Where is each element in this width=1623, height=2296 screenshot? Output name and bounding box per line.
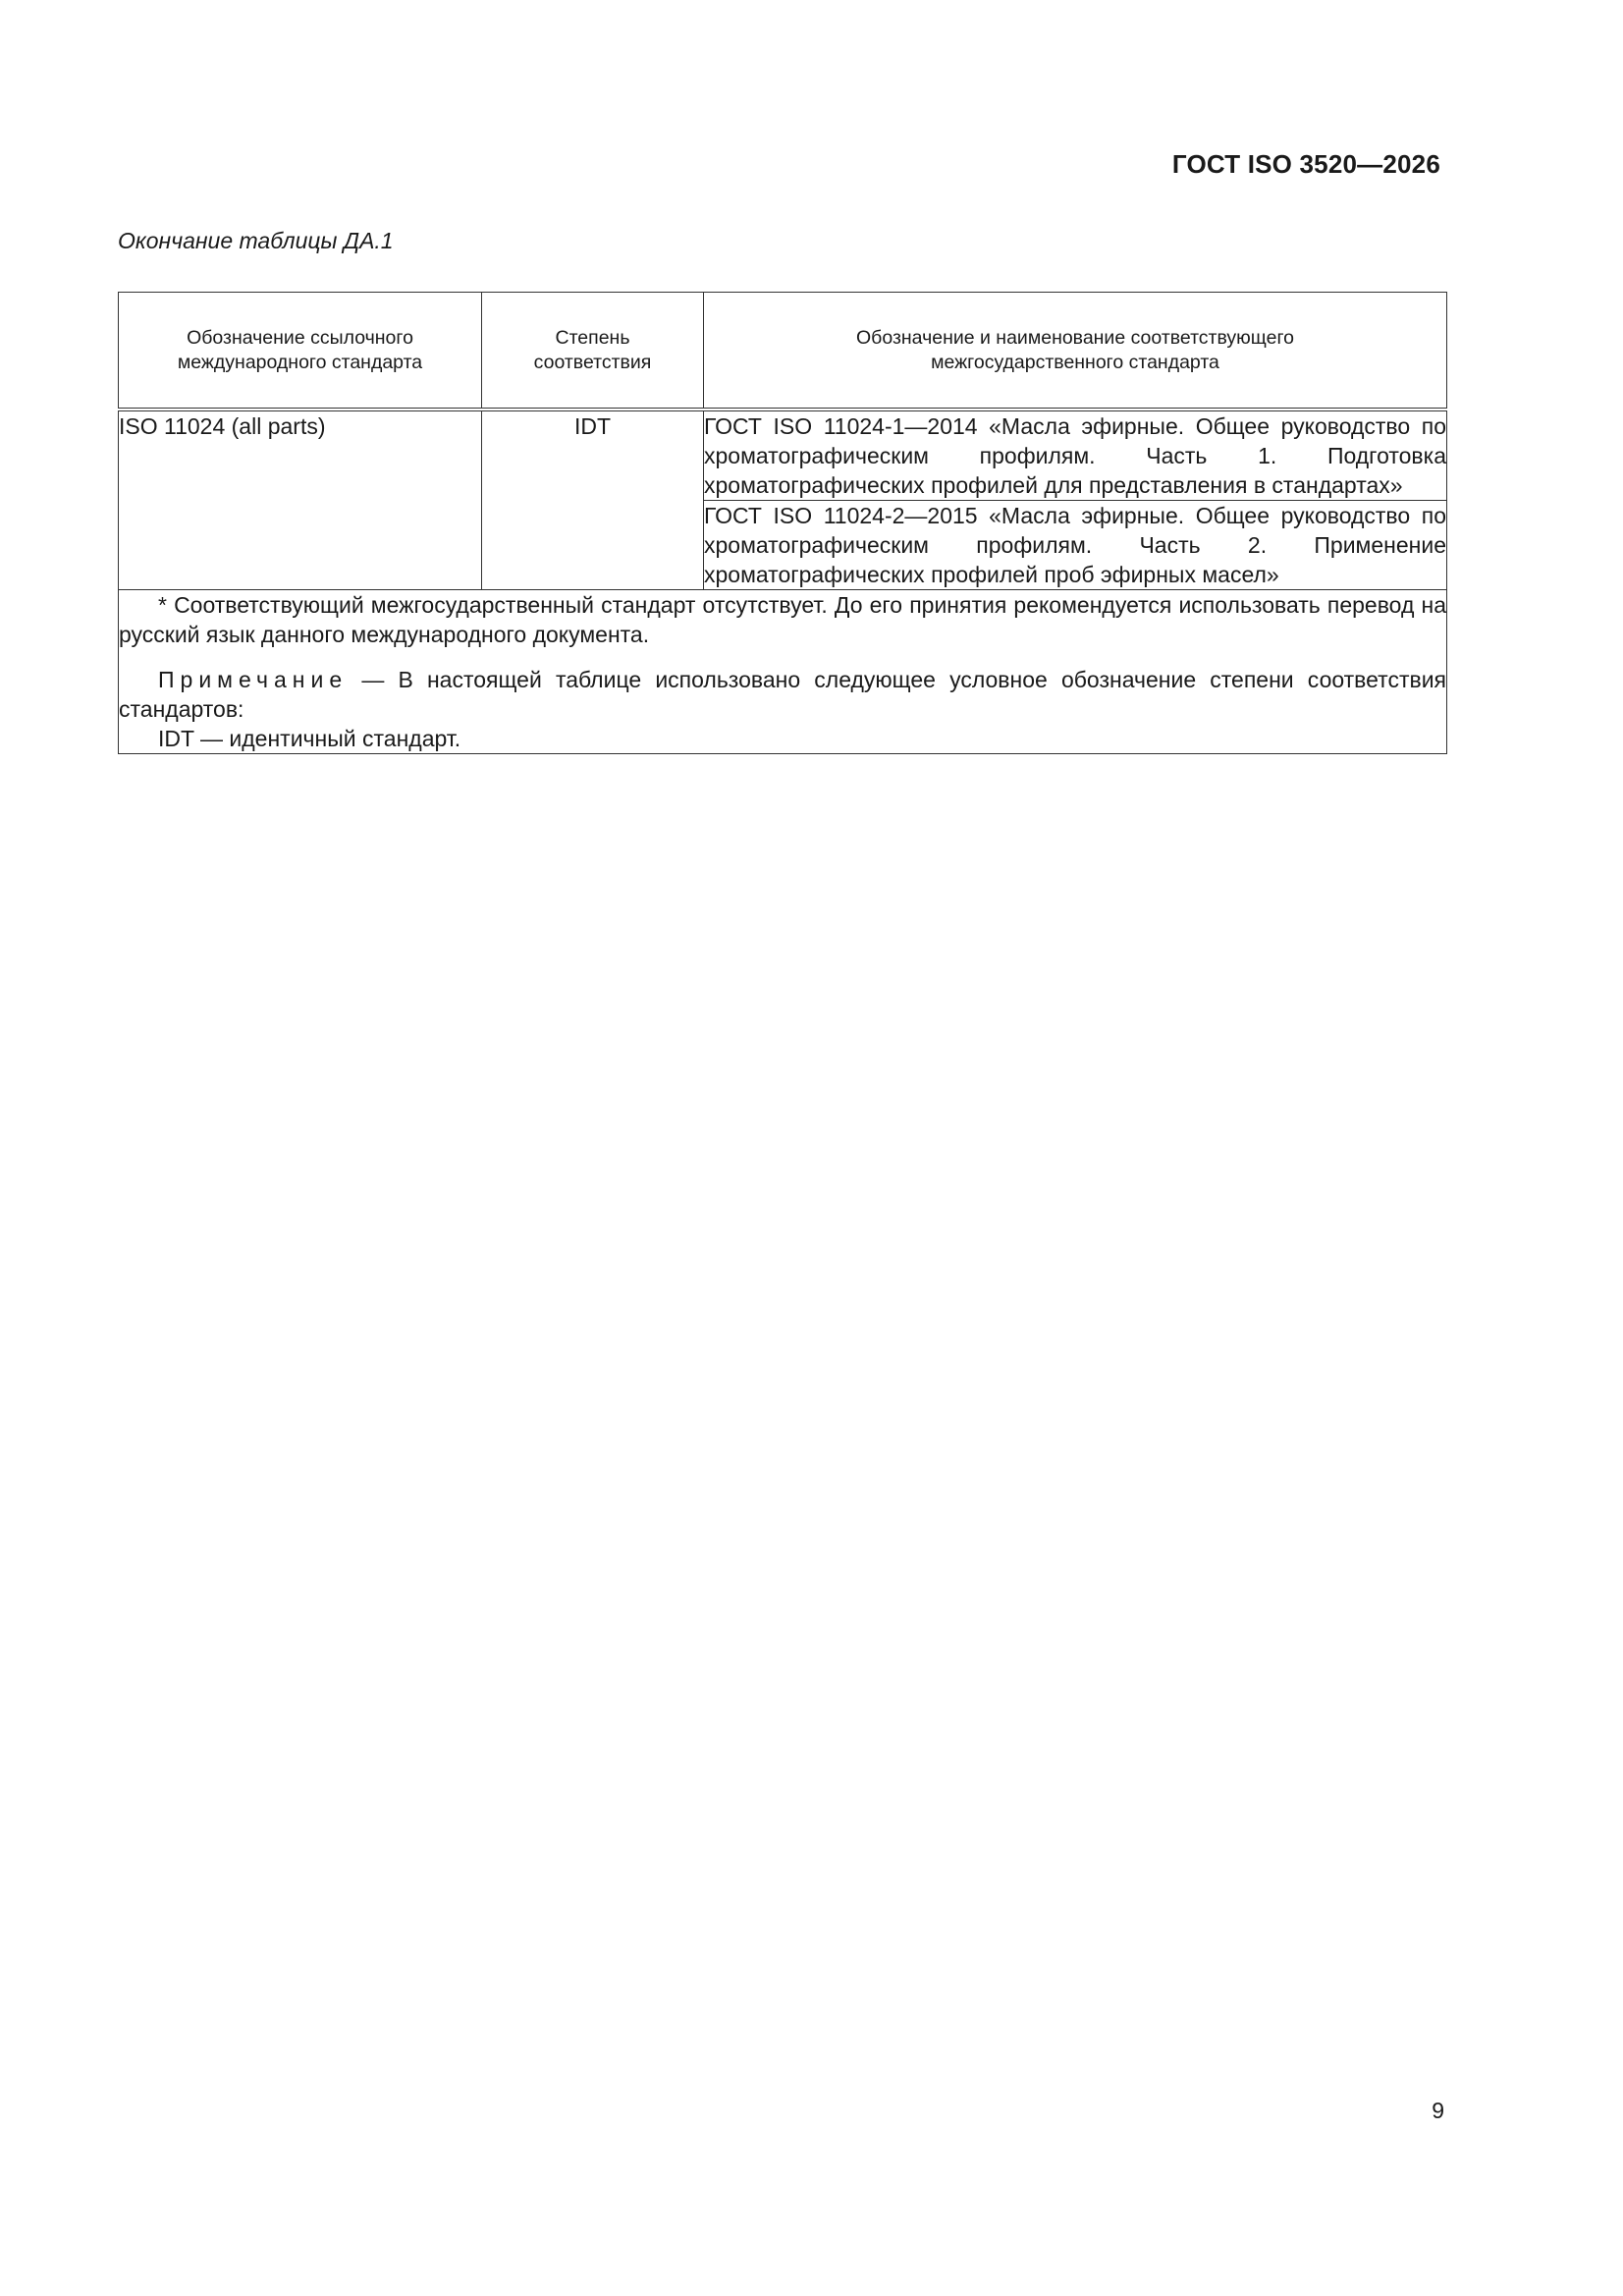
table-header-row: [119, 293, 1447, 410]
note: [119, 665, 1446, 753]
table-caption: Окончание таблицы ДА.1: [118, 228, 394, 253]
international-standard-cell: ISO 11024 (all parts): [119, 410, 482, 590]
column-header-national: Обозначение и наименование соответствующего межгосударственного стандарта: [704, 293, 1447, 410]
table-notes: [119, 590, 1447, 754]
note-text: — В настоящей таблице использовано следующее условное обозначение степени соответствия стандартов:: [119, 667, 1446, 722]
note-item: IDT — идентичный стандарт.: [158, 726, 461, 751]
footnote: * Соответствующий межгосударственный стандарт отсутствует. До его принятия рекомендуется использовать перевод на русский язык данного международного документа.: [119, 592, 1446, 647]
document-code: ГОСТ ISO 3520—2026: [1171, 149, 1440, 179]
column-header-degree: Степень соответствия: [482, 293, 704, 410]
table-notes-row: [119, 590, 1447, 754]
standards-table: [118, 292, 1447, 754]
national-standard-cell: ГОСТ ISO 11024-1—2014 «Масла эфирные. Общее руководство по хроматографическим профилям. Часть 1. Подготовка хроматографических профилей для представления в стандартах»: [704, 410, 1447, 501]
table-row: [119, 410, 1447, 501]
degree-cell: IDT: [482, 410, 704, 590]
national-standard-cell: ГОСТ ISO 11024-2—2015 «Масла эфирные. Общее руководство по хроматографическим профилям. Часть 2. Применение хроматографических профилей проб эфирных масел»: [704, 501, 1447, 590]
note-label: Примечание: [158, 667, 349, 692]
page-number: 9: [1432, 2098, 1444, 2123]
column-header-international: Обозначение ссылочного международного стандарта: [119, 293, 482, 410]
